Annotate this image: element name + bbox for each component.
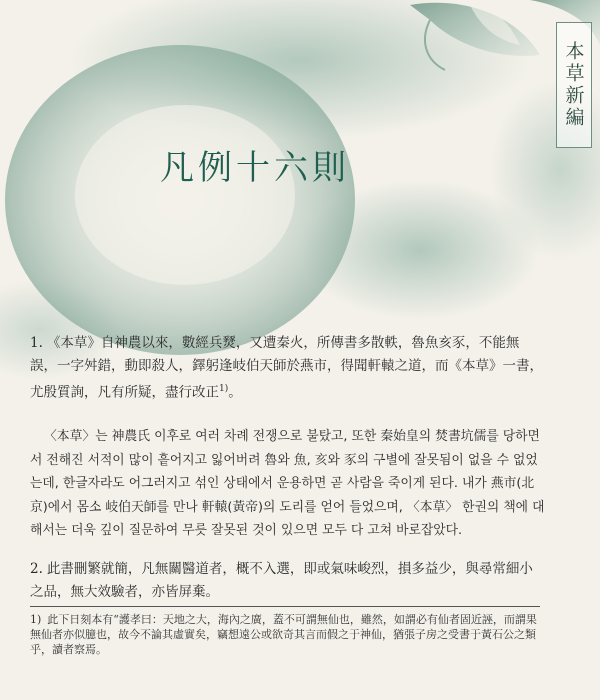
item-2-paragraph bbox=[30, 558, 545, 604]
item-1-tail: 。 bbox=[228, 384, 242, 401]
footnote-text: 此下日刻本有“護孝曰：天地之大，海內之廣，蓋不可謂無仙也，雖然，如謂必有仙者固近誣，而謂果無仙者亦似臆也，故今不論其虛實矣，竊想遠公或欲奇其言而假之于神仙，猶張子房之受書于黃石公之類乎，讀者察焉。 bbox=[30, 613, 537, 656]
footnote-ref[interactable]: 1) bbox=[219, 384, 229, 394]
book-title-label: 本草新編 bbox=[556, 22, 592, 148]
footnote-divider bbox=[30, 606, 540, 607]
item-1-translation: 〈本草〉는 神農氏 이후로 여러 차례 전쟁으로 불탔고, 또한 秦始皇의 焚書坑儒를 당하면서 전해진 서적이 많이 흩어지고 잃어버려 魯와 魚, 亥와 豕의 구별에 잘못됨이 없을 수 없었는데, 한글자라도 어그러지고 섞인 상태에서 운용하면 곧 사람을 죽이게 된다. 내가 燕市(北京)에서 몸소 岐伯天師를 만나 軒轅(黃帝)의 도리를 얻어 들었으며, 〈本草〉 한권의 책에 대해서는 더욱 깊이 질문하여 무릇 잘못된 것이 있으면 모두 다 고쳐 바로잡았다. bbox=[30, 429, 545, 538]
page-title: 凡例十六則 bbox=[160, 148, 350, 188]
footnote-number: 1) bbox=[30, 613, 42, 626]
item-1-number: 1. bbox=[30, 335, 43, 351]
item-2-number: 2. bbox=[30, 561, 43, 577]
item-2-text: 此書刪繁就簡，凡無關醫道者，概不入選，即或氣味峻烈，損多益少，與尋常細小之品，無大效驗者，亦皆屏棄。 bbox=[30, 561, 533, 600]
item-1-text: 《本草》自神農以來，數經兵燹，又遭秦火，所傳書多散軼，魯魚亥豕，不能無誤，一字舛錯，動即殺人，鐸躬逢岐伯天師於燕市，得聞軒轅之道，而《本草》一書，尤殷質詢，凡有所疑，盡行改正 bbox=[30, 335, 543, 401]
footnote bbox=[30, 612, 545, 657]
item-1-paragraph bbox=[30, 332, 545, 405]
